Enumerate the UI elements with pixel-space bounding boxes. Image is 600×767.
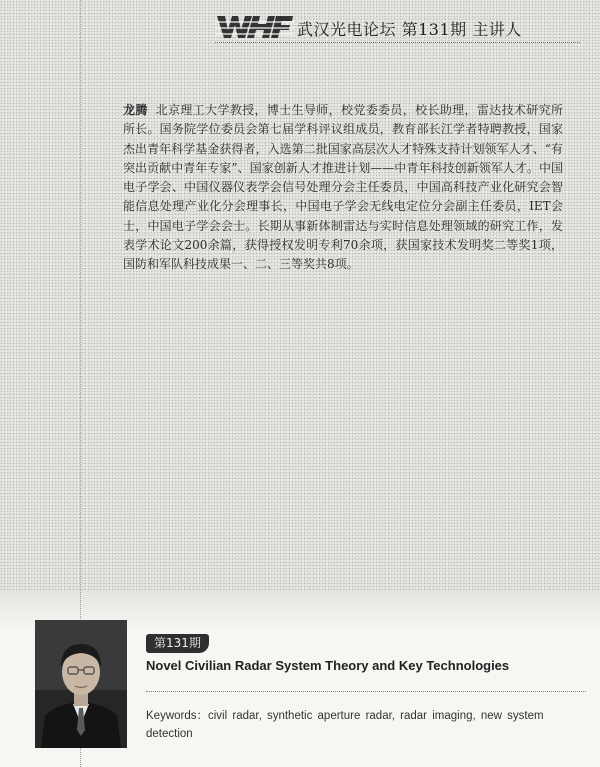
speaker-portrait-icon	[35, 620, 127, 748]
title-divider	[146, 691, 586, 692]
speaker-bio	[123, 101, 563, 275]
forum-logo	[215, 14, 295, 40]
speaker-name: 龙腾	[123, 103, 148, 117]
keywords-values: civil radar, synthetic aperture radar, radar imaging, new system detection	[146, 710, 544, 740]
keywords	[146, 707, 546, 743]
talk-title: Novel Civilian Radar System Theory and Key Technologies	[146, 658, 510, 673]
speaker-photo	[35, 620, 127, 748]
page-header	[215, 14, 580, 43]
header-title: 武汉光电论坛 第131期 主讲人	[297, 20, 522, 39]
issue-badge: 第131期	[146, 634, 209, 653]
bio-text: 北京理工大学教授，博士生导师，校党委委员，校长助理，雷达技术研究所所长。国务院学位委员会第七届学科评议组成员，教育部长江学者特聘教授，国家杰出青年科学基金获得者，入选第二批国家高层次人才特殊支持计划领军人才、“有突出贡献中青年专家”、国家创新人才推进计划——中青年科技创新领军人才。中国电子学会、中国仪器仪表学会信号处理分会主任委员，中国高科技产业化研究会智能信息处理产业化分会理事长，中国电子学会无线电定位分会副主任委员，IET会士，中国电子学会会士。长期从事新体制雷达与实时信息处理领域的研究工作，发表学术论文200余篇，获得授权发明专利70余项，获国家技术发明奖二等奖1项，国防和军队科技成果一、二、三等奖共8项。	[123, 103, 563, 272]
keywords-label: Keywords：	[146, 710, 208, 722]
